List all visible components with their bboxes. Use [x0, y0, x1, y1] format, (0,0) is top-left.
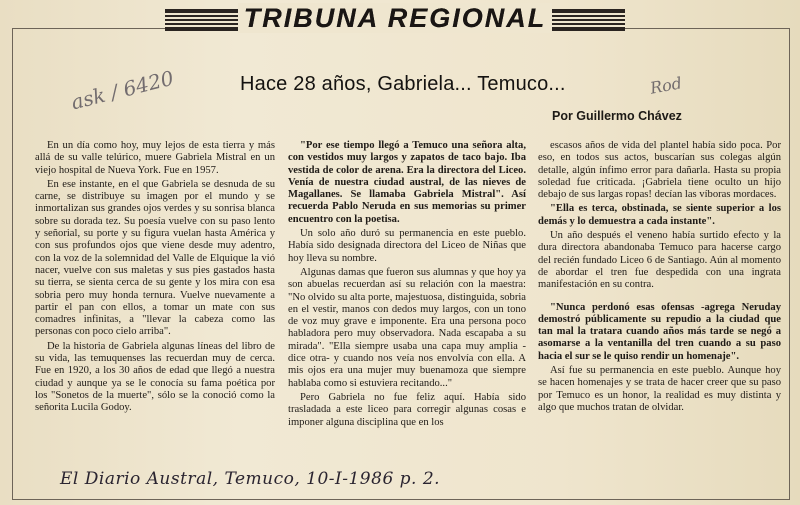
article-byline: Por Guillermo Chávez	[552, 109, 682, 123]
article-column-1	[35, 140, 275, 417]
paragraph: escasos años de vida del plantel había sido poca. Por eso, en todos sus actos, buscarían sus colegas algún detalle, algún ínfimo error para dañarla. Hasta su propia soledad fue criticada. ¡Gabriela tiene oculto un hijo debajo de sus largas ropas! decían las víboras mordaces.	[538, 140, 781, 201]
paragraph: Algunas damas que fueron sus alumnas y que hoy ya son abuelas recuerdan así su relación con la maestra: "No olvido su alta porte, majestuosa, distinguida, sobria en el vestir, manos con dedos muy largos, con un tono de voz muy grave e imponente. Era una persona poco habladora pero muy observadora. Nada escapaba a su mirada". "Ella siempre usaba una capa muy amplia -dice otra- y cuando nos veía nos envolvía con ella. A mis ojos era una mujer muy buenamoza que siempre hablaba como si estuviera recitando..."	[288, 266, 526, 389]
paragraph: "Ella es terca, obstinada, se siente superior a los demás y lo demuestra a cada instante".	[538, 203, 781, 227]
paragraph: De la historia de Gabriela algunas líneas del libro de su vida, las temuquenses las recuerdan muy de cerca. Fue en 1920, a los 30 años de edad que llegó a nuestra ciudad y aunque ya se le conocía su fama poética por los "Sonetos de la muerte", sólo se la conoció como la señorita Lucila Godoy.	[35, 340, 275, 414]
paragraph: Pero Gabriela no fue feliz aquí. Había sido trasladada a este liceo para corregir algunas cosas e imponer alguna disciplina que en los	[288, 391, 526, 428]
handwritten-source-note: El Diario Austral, Temuco, 10-I-1986 p. 2.	[60, 469, 441, 489]
paragraph: En ese instante, en el que Gabriela se desnuda de su carne, se distribuye su imagen por el mundo y se inmortalizan sus grandes ojos verdes y su sonrisa blanca sobre su dorada tez. Su poesía vuelve con su paso lento y señorial, su porte y su figura vuelan hasta América y con sus profundos ojos que viene desde muy adentro, con la voz de la solemnidad del Valle de Elquique la vió nacer, vuelve con sus maletas y sus pies gastados hasta su tierra, se sienta cerca de su gente y los mira con esa sobria pero muy honda ternura. Vuelve nuevamente a partir el pan con ellos, a tomar un mate con sus comadres infinitas, a "llevar la cabeza como las personas con poco cielo arriba".	[35, 178, 275, 338]
masthead-title: TRIBUNA REGIONAL	[238, 3, 553, 33]
paragraph: Un año después el veneno había surtido efecto y la dura directora abandonaba Temuco para hacerse cargo del recién fundado Liceo 6 de Santiago. Aún al momento de abordar el tren fue despedida con una ingrata manifestación en su contra.	[538, 230, 781, 291]
article-headline: Hace 28 años, Gabriela... Temuco...	[240, 73, 566, 95]
section-masthead	[165, 3, 625, 35]
paragraph: "Nunca perdonó esas ofensas -agrega Neruday demostró públicamente su repudio a la ciudad que tan mal la tratara cuando años más tarde se negó a asomarse a la ventanilla del tren cuando a su paso hacia el sur se le quiso rendir un homenaje".	[538, 301, 781, 362]
paragraph: Un solo año duró su permanencia en este pueblo. Había sido designada directora del Liceo de Niñas que hoy lleva su nombre.	[288, 228, 526, 264]
paragraph: Así fue su permanencia en este pueblo. Aunque hoy se hacen homenajes y se trata de hacer creer que su paso por Temuco es un honor, la realidad es muy distinta y algo que muchos tratan de olvidar.	[538, 365, 781, 413]
article-column-2	[288, 140, 526, 431]
paragraph: En un día como hoy, muy lejos de esta tierra y más allá de su valle telúrico, muere Gabriela Mistral en un viejo hospital de Nueva York. Fue en 1957.	[35, 140, 275, 176]
handwritten-initials: Rod	[648, 73, 684, 98]
article-column-3	[538, 140, 781, 416]
handwritten-archive-code: ask / 6420	[68, 65, 177, 115]
paragraph: "Por ese tiempo llegó a Temuco una señora alta, con vestidos muy largos y zapatos de taco bajo. Iba vestida de color de arena. Era la directora del Liceo. Venía de nuestra ciudad austral, de las nieves de Magallanes. Se llamaba Gabriela Mistral". Así recuerda Pablo Neruda en sus memorias su primer encuentro con la poetisa.	[288, 140, 526, 225]
